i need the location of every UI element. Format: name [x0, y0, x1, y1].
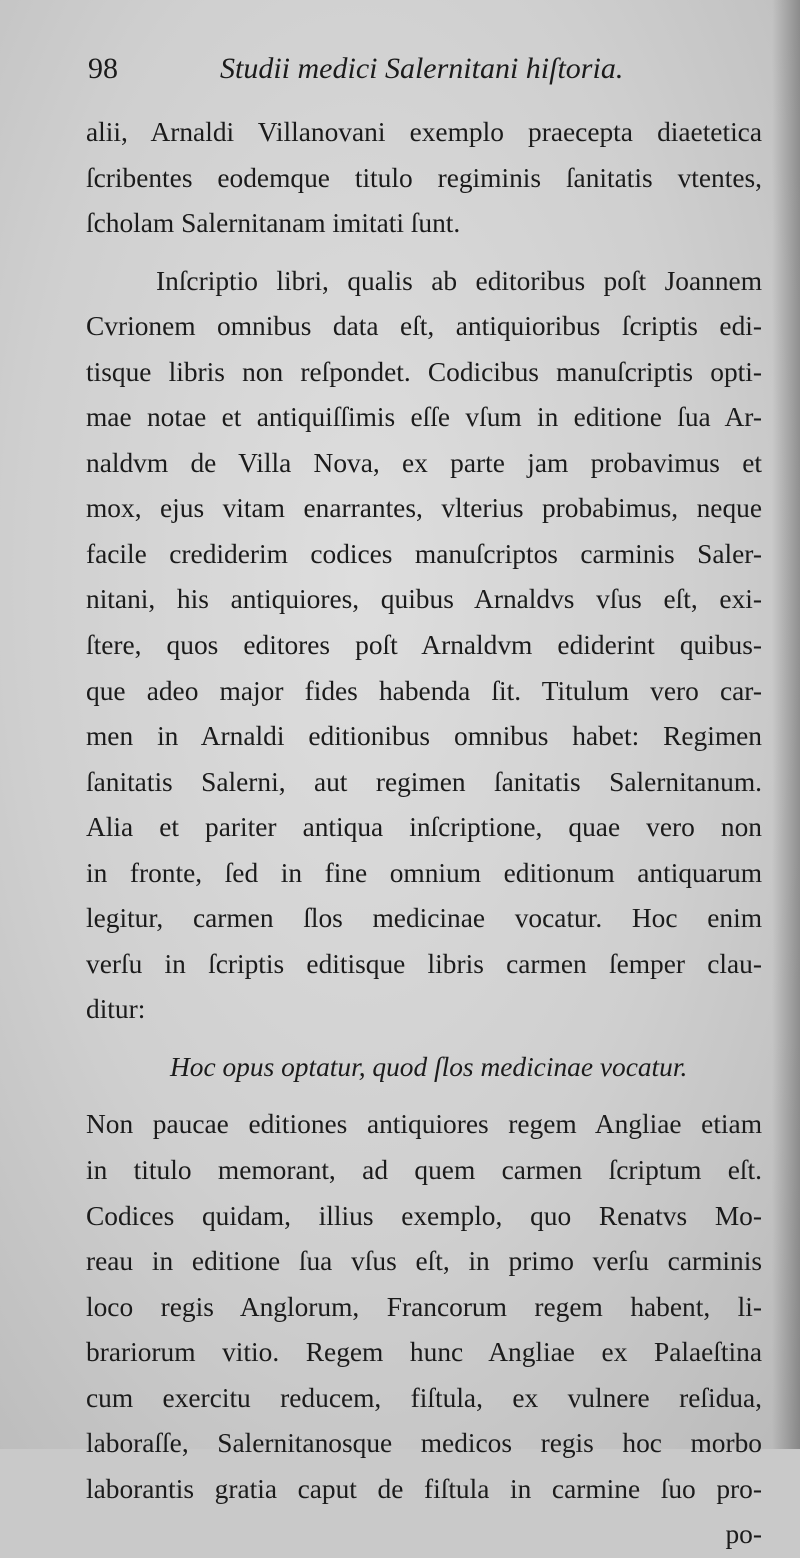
text-line: in titulo memorant, ad quem carmen ſcriptum eſt. [86, 1155, 762, 1186]
text-line: Cvrionem omnibus data eſt, antiquioribus ſcriptis edi- [86, 311, 762, 342]
page-number: 98 [88, 52, 118, 85]
running-title: Studii medici Salernitani hiſtoria. [220, 52, 624, 85]
page-header [80, 52, 760, 102]
text-line: ſanitatis Salerni, aut regimen ſanitatis Salernitanum. [86, 766, 762, 797]
text-line: ſcribentes eodemque titulo regiminis ſanitatis vtentes, [86, 162, 762, 193]
text-line: Alia et pariter antiqua inſcriptione, quae vero non [86, 812, 762, 843]
paragraph-gap [86, 247, 762, 259]
text-line: in fronte, ſed in fine omnium editionum antiquarum [86, 857, 762, 888]
text-line: loco regis Anglorum, Francorum regem habent, li- [86, 1291, 762, 1322]
verse-gap [86, 1090, 762, 1102]
text-line: tisque libris non reſpondet. Codicibus manuſcriptis opti- [86, 356, 762, 387]
text-line: mox, ejus vitam enarrantes, vlterius probabimus, neque [86, 493, 762, 524]
text-line: Inſcriptio libri, qualis ab editoribus poſt Joannem [156, 265, 762, 296]
verse-line: Hoc opus optatur, quod ſlos medicinae vocatur. [170, 1051, 688, 1082]
text-line: nitani, his antiquiores, quibus Arnaldvs vſus eſt, exi- [86, 584, 762, 615]
text-line: Non paucae editiones antiquiores regem Angliae etiam [86, 1109, 762, 1140]
text-line: facile crediderim codices manuſcriptos carminis Saler- [86, 538, 762, 569]
text-line: verſu in ſcriptis editisque libris carmen ſemper clau- [86, 948, 762, 979]
text-line: legitur, carmen ſlos medicinae vocatur. Hoc enim [86, 903, 762, 934]
text-line: mae notae et antiquiſſimis eſſe vſum in editione ſua Ar- [86, 402, 762, 433]
page-edge-shadow [772, 0, 800, 1449]
text-line: ſtere, quos editores poſt Arnaldvm ediderint quibus- [86, 630, 762, 661]
text-line: laboraſſe, Salernitanosque medicos regis hoc morbo [86, 1428, 762, 1459]
text-line: ditur: [86, 994, 146, 1025]
text-line: alii, Arnaldi Villanovani exemplo praecepta diaetetica [86, 117, 762, 147]
text-line: brariorum vitio. Regem hunc Angliae ex Palaeſtina [86, 1337, 762, 1368]
text-line: ſcholam Salernitanam imitati ſunt. [86, 208, 461, 239]
text-line: Codices quidam, illius exemplo, quo Renatvs Mo- [86, 1200, 762, 1231]
text-line: reau in editione ſua vſus eſt, in primo verſu carminis [86, 1246, 762, 1277]
text-line: men in Arnaldi editionibus omnibus habet: Regimen [86, 721, 762, 752]
text-line: que adeo major fides habenda ſit. Titulum vero car- [86, 675, 762, 706]
text-line: cum exercitu reducem, fiſtula, ex vulnere reſidua, [86, 1382, 762, 1413]
page-body [86, 110, 762, 1558]
catchword: po- [725, 1519, 762, 1550]
text-line: laborantis gratia caput de fiſtula in carmine ſuo pro- [86, 1473, 762, 1504]
verse-gap [86, 1033, 762, 1045]
text-line: naldvm de Villa Nova, ex parte jam probavimus et [86, 447, 762, 478]
